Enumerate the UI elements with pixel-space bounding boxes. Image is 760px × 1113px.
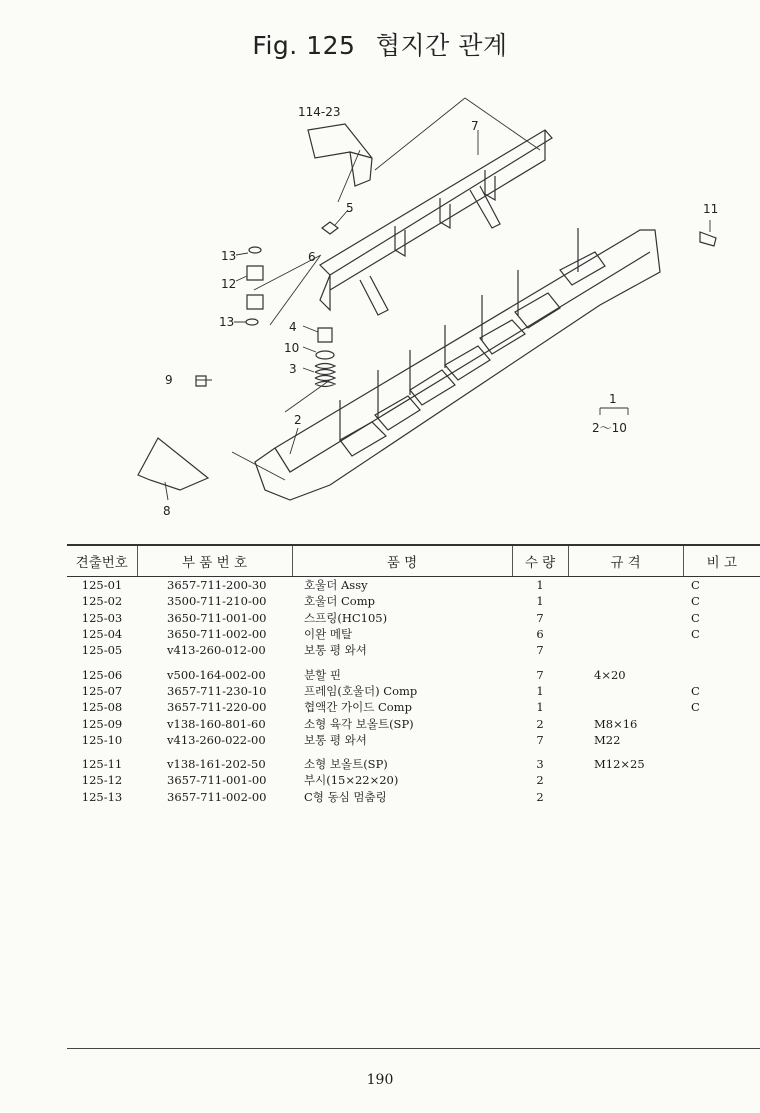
cell-part: v500-164-002-00 bbox=[167, 667, 266, 682]
header-remarks: 비 고 bbox=[683, 545, 760, 577]
header-part-name: 품 명 bbox=[292, 545, 512, 577]
cell-name: 소형 보올트(SP) bbox=[304, 757, 388, 772]
cell-part: 3650-711-002-00 bbox=[167, 627, 267, 642]
cell-spec: M8×16 bbox=[594, 716, 638, 731]
cell-no: 125-01 bbox=[81, 578, 123, 593]
callout-3: 3 bbox=[289, 362, 297, 376]
callout-10: 10 bbox=[284, 341, 300, 355]
cell-no: 125-11 bbox=[81, 757, 123, 772]
cell-no: 125-12 bbox=[81, 773, 123, 788]
table-body bbox=[67, 577, 760, 805]
cell-name: 부시(15×22×20) bbox=[304, 773, 399, 788]
cell-qty: 1 bbox=[536, 578, 544, 593]
callout-2-to-10: 2～10 bbox=[592, 421, 627, 435]
cell-part: 3657-711-200-30 bbox=[167, 578, 267, 593]
cell-spec: M12×25 bbox=[594, 757, 645, 772]
table-row bbox=[67, 610, 760, 626]
cell-spec bbox=[568, 610, 683, 626]
cell-qty: 7 bbox=[536, 610, 544, 625]
parts-table bbox=[67, 544, 760, 805]
table-row bbox=[67, 666, 760, 682]
cell-remark bbox=[683, 789, 760, 805]
callout-1: 1 bbox=[609, 392, 617, 406]
callout-13-lower: 13 bbox=[219, 315, 235, 329]
cell-name: 보통 평 와셔 bbox=[304, 732, 367, 747]
cell-qty: 7 bbox=[536, 643, 544, 658]
cell-spec bbox=[568, 626, 683, 642]
callout-5: 5 bbox=[346, 201, 354, 215]
cell-no: 125-08 bbox=[81, 700, 123, 715]
cell-name: 스프링(HC105) bbox=[304, 610, 388, 625]
exploded-parts-diagram bbox=[0, 80, 760, 520]
callout-2: 2 bbox=[294, 413, 302, 427]
callout-8: 8 bbox=[163, 504, 171, 518]
cell-part: 3650-711-001-00 bbox=[167, 610, 267, 625]
callout-4: 4 bbox=[289, 320, 297, 334]
table-row bbox=[67, 626, 760, 642]
header-quantity: 수 량 bbox=[512, 545, 568, 577]
cell-name: 협액간 가이드 Comp bbox=[304, 700, 412, 715]
bracket-114-23 bbox=[308, 124, 372, 186]
page-number: 190 bbox=[366, 1072, 394, 1088]
table-row bbox=[67, 715, 760, 731]
cell-remark bbox=[683, 732, 760, 748]
cell-spec bbox=[568, 699, 683, 715]
cell-qty: 2 bbox=[536, 716, 544, 731]
cell-part: v413-260-022-00 bbox=[167, 732, 266, 747]
cell-no: 125-05 bbox=[81, 643, 123, 658]
callout-11: 11 bbox=[703, 202, 719, 216]
cell-no: 125-02 bbox=[81, 594, 123, 609]
callout-7: 7 bbox=[471, 119, 479, 133]
cell-name: 프레임(호울더) Comp bbox=[304, 683, 418, 698]
cell-part: v138-160-801-60 bbox=[167, 716, 266, 731]
cell-remark: C bbox=[691, 610, 700, 625]
callout-12: 12 bbox=[221, 277, 237, 291]
table-row bbox=[67, 577, 760, 594]
cell-qty: 6 bbox=[536, 627, 544, 642]
header-index-no: 견출번호 bbox=[67, 545, 137, 577]
cell-spec bbox=[568, 642, 683, 658]
cell-qty: 2 bbox=[536, 789, 544, 804]
callout-114-23: 114-23 bbox=[298, 105, 341, 119]
table-row bbox=[67, 772, 760, 788]
cell-no: 125-03 bbox=[81, 610, 123, 625]
table-row bbox=[67, 789, 760, 805]
bottom-rule bbox=[67, 1048, 760, 1049]
row-group-gap bbox=[67, 748, 760, 756]
cell-qty: 1 bbox=[536, 700, 544, 715]
cell-no: 125-07 bbox=[81, 683, 123, 698]
page-title bbox=[0, 26, 760, 62]
cell-no: 125-06 bbox=[81, 667, 123, 682]
cell-remark bbox=[683, 666, 760, 682]
cell-spec bbox=[568, 593, 683, 609]
row-group-gap bbox=[67, 658, 760, 666]
cell-spec bbox=[568, 683, 683, 699]
cell-remark: C bbox=[691, 578, 700, 593]
cell-remark bbox=[683, 642, 760, 658]
cell-remark bbox=[683, 756, 760, 772]
cell-part: 3500-711-210-00 bbox=[167, 594, 267, 609]
cell-name: 분할 핀 bbox=[304, 667, 341, 682]
plate-part-8 bbox=[138, 438, 208, 490]
table-row bbox=[67, 732, 760, 748]
cell-remark: C bbox=[691, 627, 700, 642]
cell-spec: M22 bbox=[594, 732, 621, 747]
frame-part-7 bbox=[320, 130, 552, 310]
cell-part: 3657-711-220-00 bbox=[167, 700, 267, 715]
cell-remark: C bbox=[691, 594, 700, 609]
cell-spec: 4×20 bbox=[594, 667, 626, 682]
figure-title: 협지간 관계 bbox=[375, 31, 508, 60]
cell-remark: C bbox=[691, 683, 700, 698]
cell-no: 125-04 bbox=[81, 627, 123, 642]
cell-part: 3657-711-001-00 bbox=[167, 773, 267, 788]
cell-qty: 1 bbox=[536, 683, 544, 698]
cell-part: 3657-711-230-10 bbox=[167, 683, 267, 698]
callout-13-upper: 13 bbox=[221, 249, 237, 263]
cell-spec bbox=[568, 772, 683, 788]
cell-name: 호울더 Assy bbox=[304, 578, 368, 593]
figure-number: Fig. 125 bbox=[252, 31, 356, 60]
cell-remark: C bbox=[691, 700, 700, 715]
table-row bbox=[67, 593, 760, 609]
cell-qty: 2 bbox=[536, 773, 544, 788]
cell-part: v413-260-012-00 bbox=[167, 643, 266, 658]
cell-qty: 7 bbox=[536, 732, 544, 747]
cell-name: 소형 육각 보올트(SP) bbox=[304, 716, 414, 731]
table-row bbox=[67, 642, 760, 658]
header-specification: 규 격 bbox=[568, 545, 683, 577]
callout-9: 9 bbox=[165, 373, 173, 387]
cell-no: 125-10 bbox=[81, 732, 123, 747]
cell-qty: 7 bbox=[536, 667, 544, 682]
table-row bbox=[67, 683, 760, 699]
cell-part: 3657-711-002-00 bbox=[167, 789, 267, 804]
cell-name: 호울더 Comp bbox=[304, 594, 375, 609]
cell-name: 보통 평 와셔 bbox=[304, 643, 367, 658]
cell-remark bbox=[683, 772, 760, 788]
callout-6: 6 bbox=[308, 250, 316, 264]
table-header-row bbox=[67, 545, 760, 577]
cell-qty: 1 bbox=[536, 594, 544, 609]
cell-name: C형 동심 멈춤링 bbox=[304, 789, 387, 804]
cell-name: 이완 메탈 bbox=[304, 627, 353, 642]
cell-no: 125-13 bbox=[81, 789, 123, 804]
cell-remark bbox=[683, 715, 760, 731]
cell-part: v138-161-202-50 bbox=[167, 757, 266, 772]
cell-spec bbox=[568, 577, 683, 594]
cell-no: 125-09 bbox=[81, 716, 123, 731]
table-row bbox=[67, 756, 760, 772]
header-part-number: 부 품 번 호 bbox=[137, 545, 292, 577]
table-row bbox=[67, 699, 760, 715]
cell-qty: 3 bbox=[536, 757, 544, 772]
cell-spec bbox=[568, 789, 683, 805]
